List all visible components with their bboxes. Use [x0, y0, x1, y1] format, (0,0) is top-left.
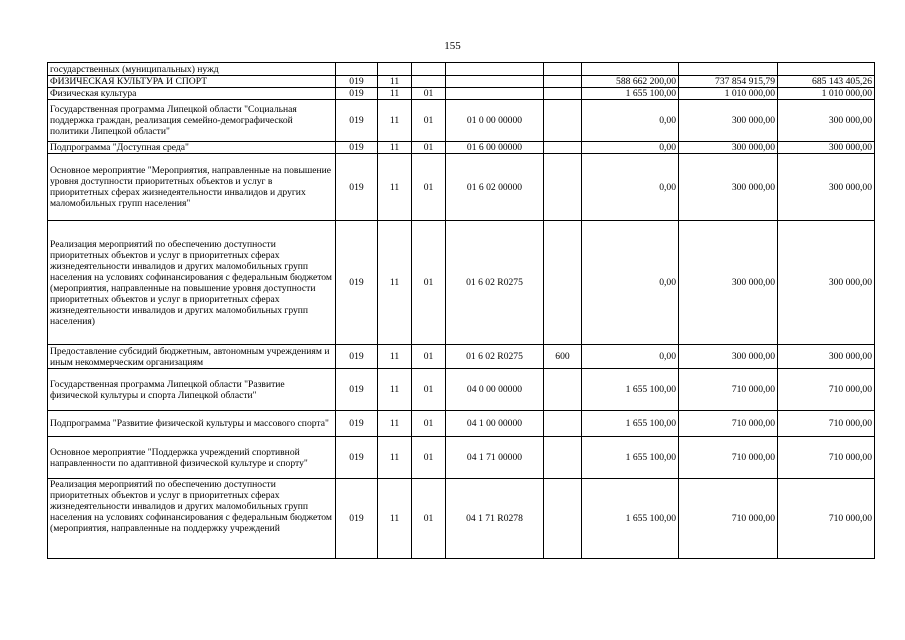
amount-year-2-cell: 300 000,00: [679, 142, 778, 154]
target-article-cell: 01 0 00 00000: [446, 100, 544, 142]
amount-year-3-cell: 710 000,00: [778, 369, 875, 411]
expense-kind-cell: [544, 411, 582, 437]
section-code-cell: 11: [378, 100, 412, 142]
ministry-code-cell: 019: [336, 154, 378, 221]
expense-kind-cell: [544, 369, 582, 411]
ministry-code-cell: 019: [336, 88, 378, 100]
amount-year-1-cell: 1 655 100,00: [582, 479, 679, 559]
subsection-code-cell: 01: [412, 154, 446, 221]
target-article-cell: 01 6 02 R0275: [446, 345, 544, 369]
target-article-cell: 04 0 00 00000: [446, 369, 544, 411]
section-code-cell: 11: [378, 76, 412, 88]
amount-year-1-cell: 1 655 100,00: [582, 411, 679, 437]
expense-kind-cell: [544, 76, 582, 88]
expense-kind-cell: [544, 437, 582, 479]
target-article-cell: 04 1 71 00000: [446, 437, 544, 479]
amount-year-2-cell: 710 000,00: [679, 411, 778, 437]
amount-year-1-cell: 0,00: [582, 221, 679, 345]
amount-year-2-cell: 737 854 915,79: [679, 76, 778, 88]
row-name-cell: Подпрограмма "Развитие физической культуры и массового спорта": [48, 411, 336, 437]
expense-kind-cell: [544, 142, 582, 154]
section-code-cell: 11: [378, 154, 412, 221]
target-article-cell: 01 6 00 00000: [446, 142, 544, 154]
section-code-cell: 11: [378, 142, 412, 154]
ministry-code-cell: 019: [336, 369, 378, 411]
amount-year-3-cell: 1 010 000,00: [778, 88, 875, 100]
target-article-cell: [446, 88, 544, 100]
table-row: [48, 345, 875, 369]
amount-year-3-cell: 300 000,00: [778, 142, 875, 154]
target-article-cell: 01 6 02 R0275: [446, 221, 544, 345]
ministry-code-cell: 019: [336, 437, 378, 479]
expense-kind-cell: [544, 221, 582, 345]
ministry-code-cell: 019: [336, 221, 378, 345]
subsection-code-cell: 01: [412, 221, 446, 345]
expense-kind-cell: [544, 88, 582, 100]
amount-year-3-cell: 300 000,00: [778, 154, 875, 221]
amount-year-2-cell: 1 010 000,00: [679, 88, 778, 100]
ministry-code-cell: 019: [336, 76, 378, 88]
amount-year-2-cell: 710 000,00: [679, 479, 778, 559]
expense-kind-cell: [544, 479, 582, 559]
table-row: [48, 88, 875, 100]
row-name-cell: Реализация мероприятий по обеспечению доступности приоритетных объектов и услуг в приоритетных сферах жизнедеятельности инвалидов и других маломобильных групп населения на условиях софинансирования с федеральным бюджетом (мероприятия, направленные на поддержку учреждений: [48, 479, 336, 559]
amount-year-1-cell: 588 662 200,00: [582, 76, 679, 88]
section-code-cell: 11: [378, 437, 412, 479]
row-name-cell: Основное мероприятие "Мероприятия, направленные на повышение уровня доступности приоритетных объектов и услуг в приоритетных сферах жизнедеятельности инвалидов и других маломобильных групп населения": [48, 154, 336, 221]
table-row: [48, 63, 875, 76]
amount-year-3-cell: 710 000,00: [778, 437, 875, 479]
amount-year-3-cell: 300 000,00: [778, 345, 875, 369]
amount-year-1-cell: 1 655 100,00: [582, 437, 679, 479]
ministry-code-cell: 019: [336, 100, 378, 142]
amount-year-3-cell: 300 000,00: [778, 100, 875, 142]
table-row: [48, 479, 875, 559]
amount-year-2-cell: 300 000,00: [679, 221, 778, 345]
row-name-cell: Основное мероприятие "Поддержка учреждений спортивной направленности по адаптивной физической культуре и спорту": [48, 437, 336, 479]
row-name-cell: Государственная программа Липецкой области "Развитие физической культуры и спорта Липецкой области": [48, 369, 336, 411]
expense-kind-cell: [544, 154, 582, 221]
amount-year-1-cell: 0,00: [582, 100, 679, 142]
expense-kind-cell: [544, 63, 582, 76]
ministry-code-cell: 019: [336, 479, 378, 559]
table-row: [48, 100, 875, 142]
ministry-code-cell: [336, 63, 378, 76]
amount-year-3-cell: 300 000,00: [778, 221, 875, 345]
ministry-code-cell: 019: [336, 411, 378, 437]
amount-year-1-cell: 0,00: [582, 142, 679, 154]
section-code-cell: 11: [378, 479, 412, 559]
expense-kind-cell: 600: [544, 345, 582, 369]
budget-table: [47, 62, 875, 559]
table-row: [48, 154, 875, 221]
row-name-cell: Реализация мероприятий по обеспечению доступности приоритетных объектов и услуг в приоритетных сферах жизнедеятельности инвалидов и других маломобильных групп населения на условиях софинансирования с федеральным бюджетом (мероприятия, направленные на повышение уровня доступности приоритетных объектов и услуг в приоритетных сферах жизнедеятельности инвалидов и других маломобильных групп населения): [48, 221, 336, 345]
amount-year-1-cell: 1 655 100,00: [582, 88, 679, 100]
subsection-code-cell: 01: [412, 369, 446, 411]
subsection-code-cell: 01: [412, 479, 446, 559]
page-number: 155: [444, 40, 461, 52]
target-article-cell: 01 6 02 00000: [446, 154, 544, 221]
amount-year-1-cell: 0,00: [582, 345, 679, 369]
subsection-code-cell: [412, 63, 446, 76]
amount-year-3-cell: 710 000,00: [778, 479, 875, 559]
section-code-cell: 11: [378, 221, 412, 345]
subsection-code-cell: [412, 76, 446, 88]
section-code-cell: 11: [378, 88, 412, 100]
amount-year-2-cell: 300 000,00: [679, 345, 778, 369]
table-row: [48, 369, 875, 411]
table-row: [48, 411, 875, 437]
ministry-code-cell: 019: [336, 142, 378, 154]
subsection-code-cell: 01: [412, 437, 446, 479]
section-code-cell: 11: [378, 345, 412, 369]
section-code-cell: 11: [378, 369, 412, 411]
row-name-cell: Подпрограмма "Доступная среда": [48, 142, 336, 154]
section-code-cell: 11: [378, 411, 412, 437]
target-article-cell: [446, 76, 544, 88]
target-article-cell: [446, 63, 544, 76]
amount-year-3-cell: [778, 63, 875, 76]
amount-year-2-cell: 710 000,00: [679, 437, 778, 479]
subsection-code-cell: 01: [412, 88, 446, 100]
table-row: [48, 76, 875, 88]
amount-year-3-cell: 685 143 405,26: [778, 76, 875, 88]
amount-year-1-cell: 1 655 100,00: [582, 369, 679, 411]
amount-year-1-cell: [582, 63, 679, 76]
expense-kind-cell: [544, 100, 582, 142]
amount-year-2-cell: 300 000,00: [679, 100, 778, 142]
row-name-cell: Государственная программа Липецкой области "Социальная поддержка граждан, реализация семейно-демографической политики Липецкой области": [48, 100, 336, 142]
target-article-cell: 04 1 71 R0278: [446, 479, 544, 559]
row-name-cell: ФИЗИЧЕСКАЯ КУЛЬТУРА И СПОРТ: [48, 76, 336, 88]
amount-year-3-cell: 710 000,00: [778, 411, 875, 437]
subsection-code-cell: 01: [412, 411, 446, 437]
subsection-code-cell: 01: [412, 142, 446, 154]
row-name-cell: Предоставление субсидий бюджетным, автономным учреждениям и иным некоммерческим организациям: [48, 345, 336, 369]
amount-year-2-cell: 710 000,00: [679, 369, 778, 411]
table-row: [48, 142, 875, 154]
amount-year-1-cell: 0,00: [582, 154, 679, 221]
target-article-cell: 04 1 00 00000: [446, 411, 544, 437]
subsection-code-cell: 01: [412, 345, 446, 369]
row-name-cell: государственных (муниципальных) нужд: [48, 63, 336, 76]
section-code-cell: [378, 63, 412, 76]
row-name-cell: Физическая культура: [48, 88, 336, 100]
table-row: [48, 437, 875, 479]
ministry-code-cell: 019: [336, 345, 378, 369]
subsection-code-cell: 01: [412, 100, 446, 142]
table-row: [48, 221, 875, 345]
amount-year-2-cell: [679, 63, 778, 76]
amount-year-2-cell: 300 000,00: [679, 154, 778, 221]
